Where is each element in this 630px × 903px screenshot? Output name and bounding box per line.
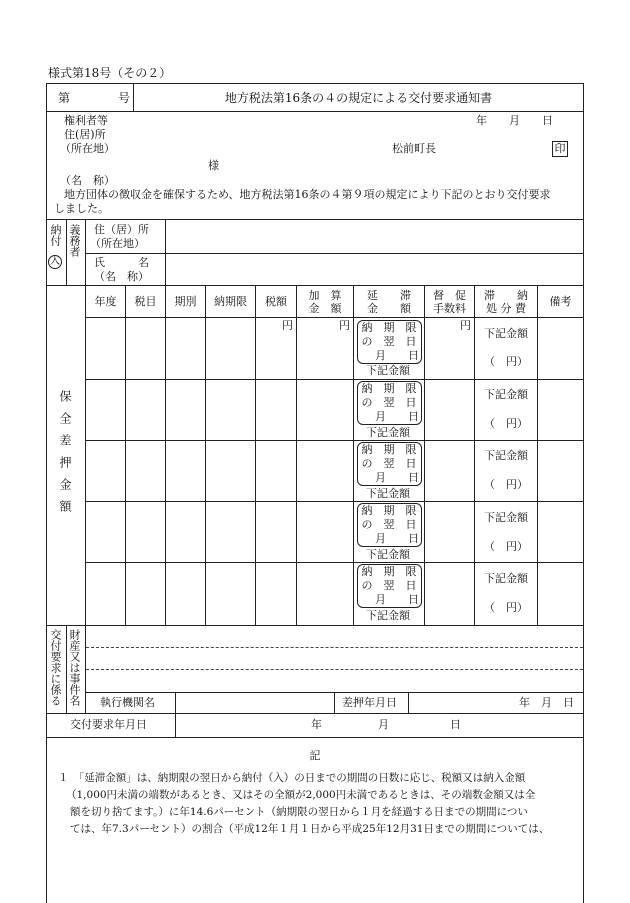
bracket-line-2: の 翌 日: [361, 457, 417, 470]
disp-label: 下記金額: [484, 511, 528, 524]
seize-date-label: 差押年月日: [342, 696, 397, 709]
request-date-day: 日: [450, 718, 461, 731]
seize-divider-2: [408, 692, 409, 713]
document-title: 地方税法第16条の４の規定による交付要求通知書: [224, 91, 493, 105]
bracket-line-3: 月 日: [375, 410, 419, 423]
disp-paren: （ 円）: [484, 601, 528, 614]
issuer-name: 松前町長: [392, 142, 436, 155]
taxpayer-address-sub: （所在地）: [90, 237, 145, 250]
frame-right: [583, 83, 584, 903]
seize-divider-1: [334, 692, 335, 713]
header-bottom-line: [46, 111, 584, 112]
property-vline-1: [66, 625, 67, 713]
disp-label: 下記金額: [484, 327, 528, 340]
taxpayer-paren-text: 入: [50, 256, 60, 267]
notes-line-4: ては、年7.3パーセント）の割合（平成12年１月１日から平成25年12月31日までの期間については、: [70, 823, 550, 835]
holder-label: 権利者等: [64, 114, 108, 127]
bracket-line-1: 納 期 限: [361, 382, 417, 395]
taxpayer-bottom-line: [46, 285, 584, 286]
col-period: 期別: [174, 295, 197, 308]
table-vline-7: [424, 285, 425, 625]
col-add-2: 金 額: [308, 302, 342, 315]
bracket-line-1: 納 期 限: [361, 565, 417, 578]
col-fee-1: 督 促: [433, 289, 466, 302]
table-vline-3: [205, 285, 206, 625]
disp-label: 下記金額: [484, 572, 528, 585]
col-fee-2: 手数料: [433, 302, 466, 315]
notice-body-continued: しました。: [54, 202, 109, 215]
request-date-divider: [175, 713, 176, 737]
unit-yen-add: 円: [339, 319, 350, 332]
late-below-label: 下記金額: [366, 364, 410, 377]
col-year: 年度: [94, 295, 117, 308]
notes-line-3: 額を切り捨てます。）に年14.6パーセント（納期限の翌日から１月を経過する日までの期間につい: [70, 806, 528, 818]
taxpayer-vertical-label-2: 義務者: [68, 224, 81, 257]
notes-heading: 記: [309, 749, 321, 762]
late-below-label: 下記金額: [366, 487, 410, 500]
taxpayer-vline-3: [165, 219, 166, 285]
disp-paren: （ 円）: [484, 478, 528, 491]
agency-divider: [175, 692, 176, 713]
row-line-3: [85, 501, 584, 502]
table-vline-4: [255, 285, 256, 625]
property-dashed-line-2: [86, 669, 583, 670]
late-below-label: 下記金額: [366, 426, 410, 439]
col-late-1: 延 滞: [367, 289, 411, 302]
form-number-label: 様式第18号（その２）: [48, 66, 172, 80]
taxpayer-name-label: 氏 名: [94, 256, 149, 269]
col-deadline: 納期限: [214, 295, 247, 308]
late-below-label: 下記金額: [366, 548, 410, 561]
taxpayer-name-sub: （名 称）: [94, 270, 149, 283]
seal-mark: 印: [552, 141, 568, 157]
disp-paren: （ 円）: [484, 540, 528, 553]
row-line-1: [85, 379, 584, 380]
col-disp-2: 処 分 費: [486, 302, 526, 315]
bracket-line-3: 月 日: [375, 349, 419, 362]
addressee-bottom-line: [46, 219, 584, 220]
disp-paren: （ 円）: [484, 355, 528, 368]
col-late-2: 金 額: [367, 302, 411, 315]
address-sub-label: （所在地）: [60, 142, 115, 155]
side-label-preservation: 保全差押金額: [58, 390, 72, 522]
table-vline-1: [125, 285, 126, 625]
taxpayer-vline-2: [85, 219, 86, 285]
request-date-label: 交付要求年月日: [70, 718, 147, 731]
col-note: 備考: [549, 295, 572, 308]
row-line-4: [85, 562, 584, 563]
table-vline-5: [296, 285, 297, 625]
bracket-line-2: の 翌 日: [361, 335, 417, 348]
request-date-month: 月: [378, 718, 389, 731]
table-vline-9: [537, 285, 538, 625]
notes-line-1: １ 「延滞金額」は、納期限の翌日から納付（入）の日までの期間の日数に応じ、税額又は納入金額: [58, 772, 526, 784]
taxpayer-address-label: 住（居）所: [94, 223, 149, 236]
number-label: 第 号: [58, 91, 131, 105]
taxpayer-paren-mark: [48, 254, 62, 269]
bracket-line-1: 納 期 限: [361, 504, 417, 517]
table-vline-6: [353, 285, 354, 625]
property-dashed-line-1: [86, 647, 583, 648]
unit-yen-fee: 円: [460, 319, 471, 332]
col-add-1: 加 算: [308, 289, 342, 302]
request-date-bottom-line: [46, 737, 584, 738]
table-header-line: [85, 317, 584, 318]
col-amount: 税額: [265, 295, 287, 308]
frame-top: [46, 83, 584, 84]
bracket-line-3: 月 日: [375, 532, 419, 545]
row-line-2: [85, 440, 584, 441]
name-label: （名 称）: [60, 174, 115, 187]
property-bottom-line: [46, 713, 584, 714]
sama-label: 様: [208, 159, 219, 172]
seize-date-value: 年 月 日: [519, 696, 574, 709]
address-label: 住(居)所: [64, 128, 106, 141]
unit-yen-amount: 円: [282, 319, 293, 332]
table-vline-side: [85, 285, 86, 625]
disp-label: 下記金額: [484, 449, 528, 462]
bracket-line-3: 月 日: [375, 471, 419, 484]
bracket-line-2: の 翌 日: [361, 579, 417, 592]
bracket-line-1: 納 期 限: [361, 321, 417, 334]
table-vline-2: [165, 285, 166, 625]
late-below-label: 下記金額: [366, 609, 410, 622]
bracket-line-2: の 翌 日: [361, 396, 417, 409]
taxpayer-vline-1: [66, 219, 67, 285]
request-date-year: 年: [311, 718, 322, 731]
col-disp-1: 滞 納: [484, 289, 528, 302]
agency-label: 執行機関名: [100, 696, 155, 709]
property-vertical-label-2: 交付要求に係る: [49, 629, 62, 706]
table-bottom-line: [46, 625, 584, 626]
col-tax: 税目: [134, 295, 157, 308]
disp-paren: （ 円）: [484, 417, 528, 430]
notes-line-2: （1,000円未満の端数があるとき、又はその全額が2,000円未満であるときは、その端数金額又は全: [66, 789, 536, 801]
taxpayer-vertical-label-1: 納付: [49, 224, 62, 246]
issue-date: 年 月 日: [476, 114, 553, 127]
notice-body: 地方団体の徴収金を確保するため、地方税法第16条の４第９項の規定により下記のとおり交付要求: [64, 188, 551, 201]
bracket-line-1: 納 期 限: [361, 443, 417, 456]
taxpayer-mid-line: [85, 253, 584, 254]
disp-label: 下記金額: [484, 388, 528, 401]
bracket-line-3: 月 日: [375, 593, 419, 606]
property-vertical-label-1: 財産又は事件名: [68, 629, 81, 706]
bracket-line-2: の 翌 日: [361, 518, 417, 531]
frame-left: [46, 83, 47, 903]
